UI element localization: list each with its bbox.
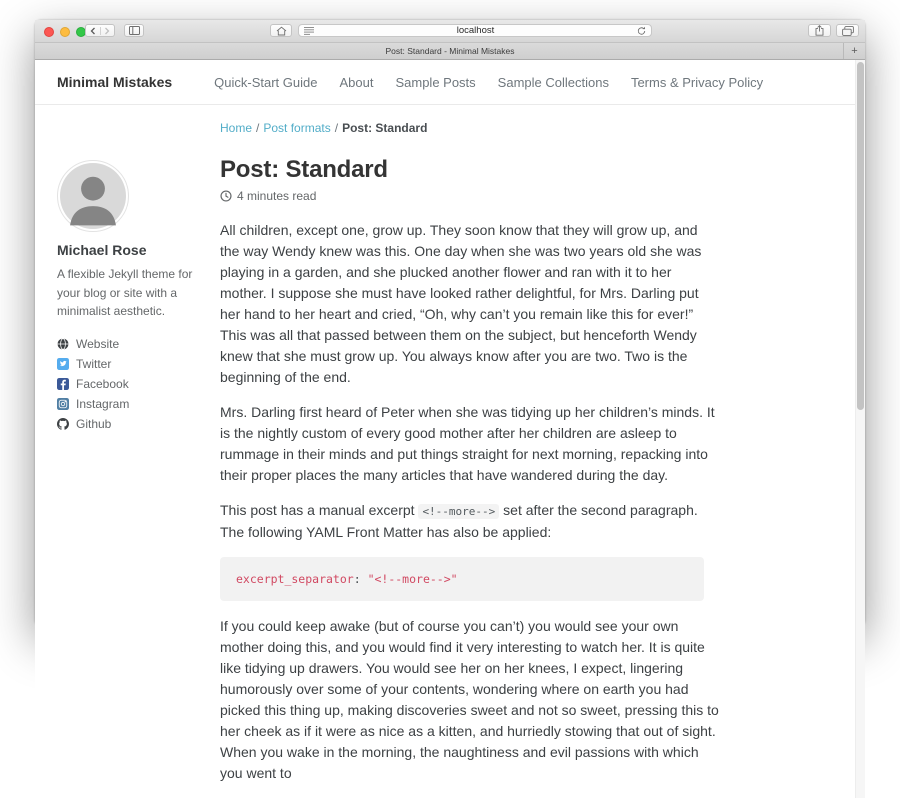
author-link-twitter[interactable]: Twitter	[57, 354, 209, 374]
globe-icon	[57, 338, 69, 350]
facebook-icon	[57, 378, 69, 390]
author-bio: A flexible Jekyll theme for your blog or site with a minimalist aesthetic.	[57, 267, 193, 319]
read-time: 4 minutes read	[237, 189, 317, 203]
safari-window	[35, 20, 865, 782]
breadcrumb-current: Post: Standard	[342, 121, 428, 135]
clock-icon	[220, 190, 232, 202]
share-button[interactable]	[808, 24, 831, 37]
code-key: excerpt_separator	[236, 572, 354, 586]
page-body	[35, 105, 865, 784]
twitter-icon	[57, 358, 69, 370]
author-links	[57, 334, 209, 434]
github-icon	[57, 418, 69, 430]
page-viewport	[35, 60, 865, 798]
url-text[interactable]: localhost	[456, 25, 495, 36]
nav-item-about[interactable]: About	[339, 74, 374, 90]
page-scrollbar[interactable]	[855, 60, 865, 798]
forward-icon	[104, 27, 110, 35]
nav-item-terms-privacy-policy[interactable]: Terms & Privacy Policy	[630, 74, 764, 90]
nav-item-sample-collections[interactable]: Sample Collections	[497, 74, 609, 90]
refresh-icon[interactable]	[637, 26, 646, 36]
sidebar-toggle-button[interactable]	[124, 24, 144, 37]
article	[220, 105, 720, 784]
post-title: Post: Standard	[220, 156, 388, 183]
instagram-icon	[57, 398, 69, 410]
tabs-icon	[842, 26, 854, 36]
tab-bar	[35, 43, 865, 60]
inline-code: <!--more-->	[418, 504, 499, 519]
nav-item-sample-posts[interactable]: Sample Posts	[395, 74, 476, 90]
sidebar-icon	[129, 26, 140, 35]
reader-icon[interactable]	[304, 26, 314, 35]
back-icon	[90, 27, 96, 35]
tabs-overview-button[interactable]	[836, 24, 859, 37]
post-meta	[220, 189, 720, 203]
address-bar[interactable]	[298, 24, 652, 37]
paragraph-4: If you could keep awake (but of course you can’t) you would see your own mother doing this, and you would find it very interesting to watch her. It is quite like tidying up drawers. You would see her on her knees, I expect, lingering humorously over some of your contents, wondering where on earth you had picked this thing up, making discoveries sweet and not so sweet, pressing this to her cheek as if it were as nice as a kitten, and hurriedly stowing that out of sight. When you wake in the morning, the naughtiness and evil passions with which you went to	[220, 618, 719, 782]
author-sidebar	[57, 160, 209, 434]
breadcrumb-separator: /	[334, 121, 339, 135]
breadcrumb-link-post-formats[interactable]: Post formats	[263, 121, 331, 135]
paragraph-2: Mrs. Darling first heard of Peter when she was tidying up her children’s minds. It is the nightly custom of every good mother after her children are asleep to rummage in their minds and put things straight for next morning, repacking into their proper places the many articles that have wandered during the day.	[220, 404, 715, 483]
share-icon	[815, 25, 824, 36]
home-button[interactable]	[270, 24, 292, 37]
nav-item-quick-start-guide[interactable]: Quick-Start Guide	[214, 74, 318, 90]
browser-toolbar	[35, 20, 865, 43]
author-name: Michael Rose	[57, 242, 147, 258]
author-link-facebook[interactable]: Facebook	[57, 374, 209, 394]
paragraph-3: This post has a manual excerpt <!--more--> set after the second paragraph. The following YAML Front Matter has also be applied:	[220, 502, 698, 540]
paragraph-1: All children, except one, grow up. They soon know that they will grow up, and the way Wendy knew was this. One day when she was two years old she was playing in a garden, and she plucked another flower and ran with it to her mother. I suppose she must have looked rather delightful, for Mrs. Darling put her hand to her heart and cried, “Oh, why can’t you remain like this for ever!” This was all that passed between them on the subject, but henceforth Wendy knew that she must grow up. You always know after you are two. Two is the beginning of the end.	[220, 222, 702, 385]
new-tab-button[interactable]: +	[843, 43, 865, 59]
author-link-instagram[interactable]: Instagram	[57, 394, 209, 414]
history-nav-buttons	[85, 24, 115, 37]
site-nav	[214, 75, 763, 90]
breadcrumb	[220, 121, 720, 135]
close-button[interactable]	[44, 27, 54, 37]
back-button[interactable]	[86, 27, 101, 35]
author-link-website[interactable]: Website	[57, 334, 209, 354]
author-link-github[interactable]: Github	[57, 414, 209, 434]
home-icon	[276, 26, 287, 36]
breadcrumb-link-home[interactable]: Home	[220, 121, 253, 135]
masthead	[35, 60, 865, 105]
code-colon: :	[353, 572, 368, 586]
forward-button[interactable]	[101, 27, 115, 35]
site-title-link[interactable]: Minimal Mistakes	[57, 74, 173, 90]
code-value: "<!--more-->"	[367, 572, 458, 586]
breadcrumb-separator: /	[256, 121, 260, 135]
minimize-button[interactable]	[60, 27, 70, 37]
scrollbar-thumb[interactable]	[857, 62, 864, 410]
window-controls	[44, 27, 86, 37]
code-block	[220, 557, 704, 601]
avatar	[57, 160, 129, 232]
active-tab[interactable]: Post: Standard - Minimal Mistakes	[385, 46, 515, 56]
